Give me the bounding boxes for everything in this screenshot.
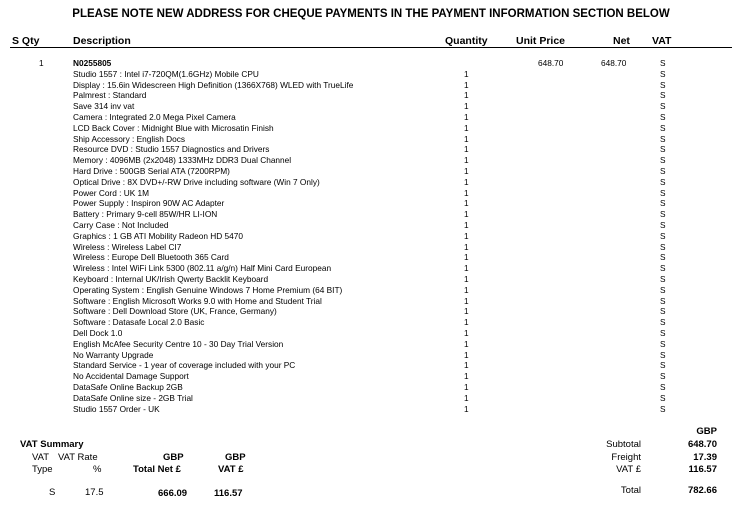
vat-summary-header-type-2: Type: [32, 464, 53, 475]
row-vat-code: S: [660, 165, 666, 176]
row-description: N0255805: [73, 58, 112, 68]
row-vat-code: S: [660, 68, 666, 79]
row-quantity: 1: [464, 392, 469, 403]
row-quantity: 1: [464, 273, 469, 284]
table-row: [0, 144, 742, 155]
row-vat-code: S: [660, 101, 666, 112]
row-quantity: 1: [464, 79, 469, 90]
subtotal-label: Subtotal: [606, 439, 641, 450]
row-vat-code: S: [660, 284, 666, 295]
table-row: [0, 166, 742, 177]
table-row: [0, 274, 742, 285]
row-quantity: 1: [464, 263, 469, 274]
row-quantity: 1: [464, 360, 469, 371]
row-vat-code: S: [660, 252, 666, 263]
row-description: Dell Dock 1.0: [73, 327, 123, 338]
vat-summary-header-net-2: Total Net £: [133, 464, 181, 475]
row-description: Resource DVD : Studio 1557 Diagnostics and Drivers: [73, 144, 270, 155]
row-description: Display : 15.6in Widescreen High Definition (1366X768) WLED with TrueLife: [73, 79, 354, 90]
row-description: Graphics : 1 GB ATI Mobility Radeon HD 5470: [73, 230, 244, 241]
row-vat-code: S: [660, 187, 666, 198]
table-row: [0, 317, 742, 328]
table-row: [0, 112, 742, 123]
row-vat-code: S: [660, 144, 666, 155]
row-vat-code: S: [660, 79, 666, 90]
table-row: [0, 393, 742, 404]
header-divider: [10, 47, 732, 48]
row-unit-price: 648.70: [538, 58, 564, 68]
totals-currency: GBP: [696, 426, 717, 437]
vat-summary-header-vat-2: VAT £: [218, 464, 244, 475]
row-vat-code: S: [660, 327, 666, 338]
row-description: Software : English Microsoft Works 9.0 with Home and Student Trial: [73, 295, 322, 306]
row-quantity: 1: [464, 284, 469, 295]
row-vat-code: S: [660, 381, 666, 392]
row-quantity: 1: [464, 187, 469, 198]
row-quantity: 1: [464, 295, 469, 306]
table-row: [0, 198, 742, 209]
row-sqty: 1: [39, 58, 44, 68]
vat-summary-vat: 116.57: [214, 488, 243, 499]
row-net: 648.70: [601, 58, 627, 68]
vat-summary-type: S: [49, 487, 56, 498]
row-quantity: 1: [464, 219, 469, 230]
row-vat-code: S: [660, 403, 666, 414]
row-quantity: 1: [464, 327, 469, 338]
table-row: [0, 90, 742, 101]
table-row: [0, 177, 742, 188]
row-quantity: 1: [464, 165, 469, 176]
row-vat-code: S: [660, 273, 666, 284]
row-description: Power Supply : Inspiron 90W AC Adapter: [73, 198, 225, 209]
table-row: [0, 101, 742, 112]
table-row: [0, 134, 742, 145]
row-vat-code: S: [660, 90, 666, 101]
table-row: [0, 123, 742, 134]
row-description: DataSafe Online Backup 2GB: [73, 381, 183, 392]
row-description: Software : Dell Download Store (UK, France, Germany): [73, 306, 277, 317]
row-vat-code: S: [660, 219, 666, 230]
row-vat-code: S: [660, 209, 666, 220]
table-row: [0, 263, 742, 274]
vat-total-label: VAT £: [616, 464, 641, 475]
table-row: [0, 328, 742, 339]
row-description: Studio 1557 Order - UK: [73, 403, 160, 414]
row-quantity: 1: [464, 338, 469, 349]
table-row: [0, 155, 742, 166]
freight-value: 17.39: [693, 452, 717, 463]
line-items-table: [0, 58, 742, 414]
row-quantity: 1: [464, 230, 469, 241]
vat-summary-title: VAT Summary: [20, 439, 84, 450]
row-quantity: 1: [464, 371, 469, 382]
table-row: [0, 371, 742, 382]
row-vat-code: S: [660, 392, 666, 403]
payment-address-notice: PLEASE NOTE NEW ADDRESS FOR CHEQUE PAYMENTS IN THE PAYMENT INFORMATION SECTION BELOW: [72, 8, 670, 20]
row-description: Wireless : Europe Dell Bluetooth 365 Card: [73, 252, 229, 263]
row-description: Wireless : Wireless Label CI7: [73, 241, 182, 252]
row-description: No Accidental Damage Support: [73, 371, 189, 382]
row-description: English McAfee Security Centre 10 - 30 Day Trial Version: [73, 338, 284, 349]
vat-summary-header-rate-2: %: [93, 464, 102, 475]
table-row: [0, 306, 742, 317]
row-description: LCD Back Cover : Midnight Blue with Microsatin Finish: [73, 122, 274, 133]
freight-label: Freight: [611, 452, 641, 463]
row-quantity: 1: [464, 155, 469, 166]
vat-summary-header-vat: GBP: [225, 452, 246, 463]
row-description: Standard Service - 1 year of coverage included with your PC: [73, 360, 296, 371]
row-quantity: 1: [464, 90, 469, 101]
row-vat-code: S: [660, 317, 666, 328]
row-description: Save 314 inv vat: [73, 101, 135, 112]
row-description: Camera : Integrated 2.0 Mega Pixel Camera: [73, 111, 236, 122]
row-quantity: 1: [464, 209, 469, 220]
row-description: Hard Drive : 500GB Serial ATA (7200RPM): [73, 165, 230, 176]
row-description: Software : Datasafe Local 2.0 Basic: [73, 317, 205, 328]
row-quantity: 1: [464, 122, 469, 133]
row-quantity: 1: [464, 381, 469, 392]
row-quantity: 1: [464, 349, 469, 360]
col-header-net: Net: [613, 35, 630, 47]
row-quantity: 1: [464, 111, 469, 122]
row-description: DataSafe Online size - 2GB Trial: [73, 392, 193, 403]
row-vat-code: S: [660, 295, 666, 306]
vat-total-value: 116.57: [688, 464, 717, 475]
table-row: [0, 220, 742, 231]
row-description: Optical Drive : 8X DVD+/-RW Drive including software (Win 7 Only): [73, 176, 320, 187]
row-description: Wireless : Intel WiFi Link 5300 (802.11 a/g/n) Half Mini Card European: [73, 263, 332, 274]
row-vat-code: S: [660, 306, 666, 317]
row-quantity: 1: [464, 68, 469, 79]
table-row: [0, 339, 742, 350]
table-row: [0, 285, 742, 296]
row-vat-code: S: [660, 263, 666, 274]
row-description: Power Cord : UK 1M: [73, 187, 150, 198]
row-vat-code: S: [660, 241, 666, 252]
row-quantity: 1: [464, 101, 469, 112]
row-quantity: 1: [464, 176, 469, 187]
row-vat-code: S: [660, 111, 666, 122]
col-header-description: Description: [73, 35, 131, 47]
row-description: No Warranty Upgrade: [73, 349, 154, 360]
vat-summary-net: 666.09: [158, 488, 188, 499]
table-row: [0, 231, 742, 242]
col-header-unit-price: Unit Price: [516, 35, 566, 47]
row-description: Keyboard : Internal UK/Irish Qwerty Backlit Keyboard: [73, 273, 269, 284]
row-vat-code: S: [660, 133, 666, 144]
row-quantity: 1: [464, 403, 469, 414]
row-quantity: 1: [464, 198, 469, 209]
table-row: [0, 188, 742, 199]
row-quantity: 1: [464, 144, 469, 155]
grand-total-label: Total: [620, 485, 641, 496]
row-vat-code: S: [660, 349, 666, 360]
grand-total-value: 782.66: [687, 485, 717, 496]
row-vat-code: S: [660, 360, 666, 371]
table-row: [0, 58, 742, 69]
row-vat-code: S: [660, 198, 666, 209]
subtotal-value: 648.70: [687, 439, 717, 450]
row-vat-code: S: [660, 338, 666, 349]
col-header-sqty: S Qty: [12, 35, 40, 47]
row-quantity: 1: [464, 241, 469, 252]
vat-summary-header-type: VAT: [32, 452, 50, 463]
table-row: [0, 360, 742, 371]
row-vat-code: S: [660, 371, 666, 382]
row-description: Palmrest : Standard: [73, 90, 147, 101]
table-row: [0, 69, 742, 80]
row-description: Carry Case : Not Included: [73, 219, 169, 230]
table-row: [0, 209, 742, 220]
row-description: Memory : 4096MB (2x2048) 1333MHz DDR3 Dual Channel: [73, 155, 292, 166]
vat-summary-rate: 17.5: [85, 487, 104, 498]
row-quantity: 1: [464, 317, 469, 328]
vat-summary-header-rate: VAT Rate: [58, 452, 98, 463]
row-vat-code: S: [660, 58, 666, 68]
row-quantity: 1: [464, 306, 469, 317]
col-header-quantity: Quantity: [445, 35, 488, 47]
vat-summary-header-net: GBP: [163, 452, 184, 463]
row-description: Studio 1557 : Intel i7-720QM(1.6GHz) Mobile CPU: [73, 68, 259, 79]
row-quantity: 1: [464, 133, 469, 144]
table-row: [0, 242, 742, 253]
table-row: [0, 80, 742, 91]
table-row: [0, 382, 742, 393]
row-vat-code: S: [660, 155, 666, 166]
row-description: Battery : Primary 9-cell 85W/HR LI-ION: [73, 209, 218, 220]
row-vat-code: S: [660, 176, 666, 187]
row-vat-code: S: [660, 230, 666, 241]
table-row: [0, 350, 742, 361]
row-vat-code: S: [660, 122, 666, 133]
table-row: [0, 404, 742, 415]
row-quantity: 1: [464, 252, 469, 263]
table-row: [0, 296, 742, 307]
row-description: Operating System : English Genuine Windows 7 Home Premium (64 BIT): [73, 284, 343, 295]
col-header-vat: VAT: [652, 35, 672, 47]
row-description: Ship Accessory : English Docs: [73, 133, 186, 144]
table-row: [0, 252, 742, 263]
